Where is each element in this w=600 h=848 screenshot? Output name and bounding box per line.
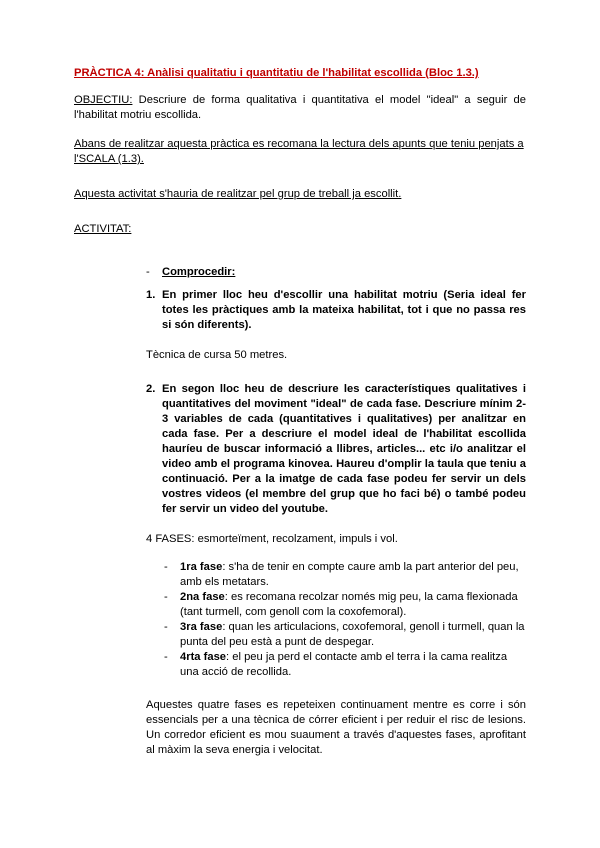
- phase-dash: -: [164, 621, 168, 633]
- phase-dash: -: [164, 591, 168, 603]
- objective-label: OBJECTIU:: [74, 94, 133, 106]
- group-note: Aquesta activitat s'hauria de realitzar pel grup de treball ja escollit.: [74, 188, 402, 200]
- objective-paragraph: [74, 93, 526, 123]
- phase-item: [164, 560, 526, 590]
- phase-desc: : s'ha de tenir en compte caure amb la part anterior del peu, amb els metatars.: [180, 561, 519, 588]
- phase-item: [164, 590, 526, 620]
- objective-text: Descriure de forma qualitativa i quantitativa el model "ideal" a seguir de l'habilitat motriu escollida.: [74, 94, 526, 121]
- phase-item: [164, 650, 526, 680]
- phase-name: 2na fase: [180, 591, 225, 603]
- phase-desc: : es recomana recolzar només mig peu, la cama flexionada (tant turmell, com genoll com la coxofemoral).: [180, 591, 518, 618]
- reading-note: Abans de realitzar aquesta pràctica es recomana la lectura dels apunts que teniu penjats a l'SCALA (1.3).: [74, 138, 524, 165]
- phase-item: [164, 620, 526, 650]
- phase-desc: : el peu ja perd el contacte amb el terra i la cama realitza una acció de recollida.: [180, 651, 508, 678]
- step-1: [146, 288, 526, 333]
- phase-desc: : quan les articulacions, coxofemoral, genoll i turmell, quan la punta del peu està a punt de despegar.: [180, 621, 525, 648]
- procedure-heading-line: [146, 265, 526, 280]
- phase-name: 1ra fase: [180, 561, 223, 573]
- phase-name: 4rta fase: [180, 651, 227, 663]
- phase-list: [164, 560, 526, 680]
- step-2-number: 2.: [146, 383, 156, 395]
- step-2-text: En segon lloc heu de descriure les característiques qualitatives i quantitatives del moviment "ideal" de cada fase. Descriure mínim 2-3 variables de cada (quantitatives i qualitatives) per analitzar en cada fase. Per a descriure el model ideal de l'habilitat escollida hauríeu de buscar informació a llibres, articles... etc i/o analitzar el video amb el programa kinovea. Haureu d'omplir la taula que teniu a continuació. Per a la imatge de cada fase podeu fer servir un dels vostres videos (el membre del grup que ho faci bé) o també podeu fer servir un video del youtube.: [162, 383, 526, 515]
- step-1-number: 1.: [146, 289, 156, 301]
- step-2: [146, 382, 526, 517]
- activity-label: ACTIVITAT:: [74, 223, 132, 235]
- chosen-skill: Tècnica de cursa 50 metres.: [146, 349, 288, 361]
- phase-name: 3ra fase: [180, 621, 223, 633]
- practice-title: PRÀCTICA 4: Anàlisi qualitatiu i quantitatiu de l'habilitat escollida (Bloc 1.3.): [74, 67, 479, 79]
- phase-dash: -: [164, 651, 168, 663]
- closing-paragraph: Aquestes quatre fases es repeteixen continuament mentre es corre i són essencials per a una tècnica de córrer eficient i per reduir el risc de lesions. Un corredor eficient es mou suaument a través d'aquestes fases, aprofitant al màxim la seva energia i velocitat.: [146, 699, 526, 756]
- procedure-heading: Comprocedir:: [162, 266, 236, 278]
- step-1-text: En primer lloc heu d'escollir una habilitat motriu (Seria ideal fer totes les pràctiques amb la mateixa habilitat, tot i que no passa res si són diferents).: [162, 289, 526, 331]
- phases-intro: 4 FASES: esmorteïment, recolzament, impuls i vol.: [146, 533, 398, 545]
- document-page: [74, 66, 526, 758]
- phase-dash: -: [164, 561, 168, 573]
- procedure-dash: -: [146, 266, 150, 278]
